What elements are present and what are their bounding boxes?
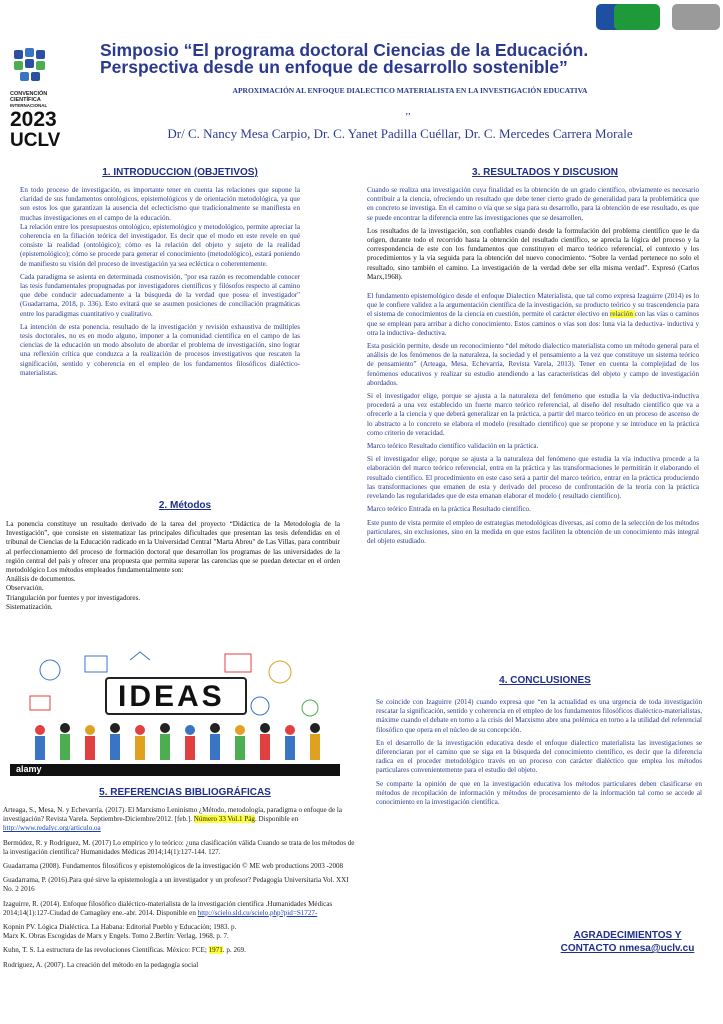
conclusions-paragraph: En el desarrollo de la investigación educativa desde el enfoque dialectico materialista las investigaciones se diferenciaran por el camino que se siga en la búsqueda del conocimiento científico, es decir que la diferencia radica en el proceder metodológico través en un proceso con carácter dialéctico que emplea los métodos particulares convenientemente para el estudio del objeto. [376,738,702,775]
poster-title-line1: Simposio “El programa doctoral Ciencias de la Educación. [100,40,589,60]
ideas-brand: alamy [16,764,42,774]
reference-item: Kuhn, T. S. La estructura de las revoluciones Científicas. México: FCE; 1971. p. 269. [3,946,246,955]
ideas-word: IDEAS [118,680,225,713]
results-body [367,186,699,550]
logo-line3: INTERNACIONAL [10,103,48,108]
intro-body [20,186,300,382]
acknowledgements [540,929,715,955]
methods-heading: 2. Métodos [158,500,212,511]
intro-heading: 1. INTRODUCCION (OBJETIVOS) [102,167,258,178]
header-tab-green [614,4,660,30]
logo-org: UCLV [10,130,61,151]
methods-body [6,520,340,612]
methods-list-item: Sistematización. [6,602,53,611]
logo-line2: CIENTÍFICA [10,97,41,103]
intro-paragraph: En todo proceso de investigación, es importante tener en cuenta las relaciones que supone la claridad de sus fundamentos ontológicos, epistemológicos y de orientación metodológica, ya que son estos los que garantizan la ausencia del eclecticismo que tradicionalmente se manifiesta en muchas investigaciones en el campo de la educación. [20,186,300,222]
ideas-illustration [10,648,340,776]
results-paragraph: El fundamento epistemológico desde el enfoque Dialectico Materialista, que tal como expresa Izaguirre (2014) es lo que le confiere validez a la argumentación científica de la investigación, su producto teórico y su trascendencia para el sistema de conocimientos de la ciencia en cuestión, permite el carácter electivo en relación con las vías o caminos que se emplean para arribar a dicho conocimiento. Estos caminos o vías son dos: luna via la deductiva- inductiva y otra la inductiva- deductiva. [367,292,699,337]
results-heading: 3. RESULTADOS Y DISCUSION [472,167,618,178]
convention-logo-mark [10,46,56,86]
header-tab-gray [672,4,720,30]
logo-line1: CONVENCIÓN [10,91,48,97]
ack-title: AGRADECIMIENTOS Y [573,930,682,941]
reference-item: Marx K. Obras Escogidas de Marx y Engels. Tomo 2.Berlín: Verlag, 1968. p. 7. [3,932,229,941]
results-paragraph: Esta posición permite, desde un reconocimiento “del método dialectico materialista como un método general para el análisis de los fenómenos de la naturaleza, la sociedad y el pensamiento a la vez que constituye un sistema teórico de pensamiento” (Arteaga, Mesa, Echevarría, Revista Varela, 2013). Tener en cuenta la complejidad de los fenómenos educativos y realizar su estudio atendiendo a las características del objeto y campo de investigación abordados. [367,342,699,387]
reference-item: Kopnin PV. Lógica Dialéctica. La Habana: Editorial Pueblo y Educación; 1983. p. [3,923,237,932]
intro-paragraph: La relación entre los presupuestos ontológico, epistemológico y metodológico, permite apreciar la coherencia en la filiación teórica del investigador. Es decir que el modo en este revele en qué consiste la realidad (ontológico); cómo es la relación del objeto y sujeto de la realidad (epistemológico); cómo se procede para generar el conocimiento (metodológico), estará poniendo de manifiesto su visión del proceso de investigación ya sea ecléctica o coherentemente. [20,222,300,268]
conclusions-paragraph: Se comparte la opinión de que en la investigación educativa los métodos particulares deben clasificarse en métodos de recopilación de información y métodos de procesamiento de la información tal como se accede al conocimiento en la investigación científica. [376,779,702,807]
reference-item: Izaguirre, R. (2014). Enfoque filosófico dialéctico-materialista de la investigación científica .Humanidades Médicas 2014;14(1):127-Ciudad de Camagüey ene.-abr. 2014. Disponible en http://scielo.sld.cu/scielo.php?pid=S1727- [3,899,333,917]
conclusions-heading: 4. CONCLUSIONES [499,675,591,686]
reference-item: Guadarrama, P. (2016).Para qué sirve la epistemología a un investigador y un profesor? Pedagogía Universitaria Vol. XXI No. 2 2016 [3,876,349,894]
results-flow: Marco teórico Resultado científico validación en la práctica. [367,442,539,451]
crowd-figures [35,723,320,760]
reference-item: Rodríguez, A. (2007). La creación del método en la pedagogía social [3,960,199,969]
poster-authors: Dr/ C. Nancy Mesa Carpio, Dr. C. Yanet Padilla Cuéllar, Dr. C. Mercedes Carrera Morale [167,126,633,141]
intro-paragraph: La intención de esta ponencia, resultado de la investigación y revisión exhaustiva de múltiples tesis doctorales, no es en modo alguno, imponer a la comunidad científica en el campo de las ciencias de la educación un modo absoluto de abordar el problema de investigación, sino lograr una reflexión crítica que conduzca a la realización de procesos investigativos que rescaten la significación, sentido y coherencia en el empleo de los fundamentos filosóficos dialéctico-materialistas. [20,322,300,377]
references-list [3,806,358,975]
methods-list-item: Triangulación por fuentes y por investigadores. [6,593,141,602]
reference-item: Bermúdez, R. y Rodríguez, M. (2017) Lo empírico y lo teórico: ¿una clasificación válida Cuando se trata de los métodos de la investigación científica? Humanidades Médicas 2014;14(1):127-144. 127. [3,838,355,856]
results-paragraph: Los resultados de la investigación, son confiables cuando desde la formulación del problema científico que le da origen, durante todo el recorrido hasta la obtención del resultado científico, se aprecia la lógica del proceso y la correspondencia de este con los fundamentos que constituyen el marco teórico referencial, el contexto y los procedimientos y la vía seguida para la obtención del nuevo conocimiento. “Sobre la verdad pertenece no solo el resultado, sino también el camino. La investigación de la verdad debe ser ella misma verdad”. Expresó (Carlos Marx,1968). [367,226,699,281]
conclusions-paragraph: Se coincide con Izaguirre (2014) cuando expresa que “en la actualidad es una urgencia de toda investigación rescatar la significación, sentido y coherencia en el empleo de los fundamentos filosóficos dialéctico-materialistas, máxime cuando el debate en torno a la crisis del Marxismo abre una polémica en torno a la utilidad del referencial filosófico que opera en el núcleo de su concepción. [376,698,702,734]
reference-link[interactable]: http://scielo.sld.cu/scielo.php?pid=S1727- [197,908,318,917]
contact-email[interactable]: CONTACTO nmesa@uclv.cu [560,943,695,954]
results-flow: Marco teórico Entrada en la práctica Resultado científico. [367,505,531,514]
reference-link[interactable]: http://www.redalyc.org/articulo.oa [3,824,101,833]
results-paragraph: Si el investigador elige, porque se ajusta a la naturaleza del fenómeno que estudia la vía deductiva-inductiva procederá a una vez establecido un fuerte marco teórico referencial, al diseño del resultado científico que va a ofrecerle a la ciencia y que deberá generalizar en la práctica, a partir del marco teórico en un proceso de ascenso de lo abstracto a lo concreto se elabora el modelo (resultado científico) que se propone y se introduce en la práctica como criterio de veracidad. [367,392,699,437]
poster-title [100,42,690,76]
reference-item: Arteaga, S., Mesa, N. y Echevarría. (2017). El Marxismo Leninismo ¿Método, metodología, paradigma o enfoque de la investigación? Revista Varela. Septiembre-Diciembre/2012. [feb.]. Número 33 Vol.1 Pág. Disponible en http://www.redalyc.org/articulo.oa [3,806,343,833]
results-paragraph: Este punto de vista permite el empleo de estrategias metodológicas diversas, así como de la selección de los métodos particulares, sin exclusiones, sino en la medida en que estos faciliten la obtención de un conocimiento más integral del objeto estudiado. [367,518,699,545]
poster-subtitle: APROXIMACIÓN AL ENFOQUE DIALECTICO MATERIALISTA EN LA INVESTIGACIÓN EDUCATIVA [232,86,588,95]
logo-year: 2023 [10,108,57,131]
conclusions-body [376,698,702,811]
methods-list-item: Análisis de documentos. [6,575,76,584]
results-paragraph: Si el investigador elige, porque se ajusta a la naturaleza del fenómeno que estudia la vía inductiva procede a la elaboración del marco teórico referencial, entra en la práctica y las transformaciones le permitirán ir elaborando el resultado científico. El procedimiento en este caso será a partir del marco teórico, entrar en la práctica produciendo las transformaciones que emanen de esta y derivado del proceso de confrontación de la teoría con la práctica revelando las regularidades que de esta emanan elaborar el modelo ( resultado científico). [367,455,699,501]
quote-mark: ’’ [405,112,411,123]
poster-title-line2: Perspectiva desde un enfoque de desarrollo sostenible” [100,57,568,77]
intro-paragraph: Cada paradigma se asienta en determinada cosmovisión, "por esa razón es recomendable conocer las tesis fundamentales propugnadas por investigadores científicos y filósofos respecto al camino que debe conducir adecuadamente a la búsqueda de la verdad que posea el investigador"(Guadarrama, 2018, p. 336). Esto evitará que se asumen posiciones de conciliación pragmáticas entre los paradigmas cuantitativo y cualitativo. [20,272,300,318]
methods-paragraph: La ponencia constituye un resultado derivado de la tarea del proyecto “Didáctica de la Metodología de la Investigación”, que consiste en sistematizar las principales dificultades que presentan las tesis defendidas en el tribunal de Ciencias de la Educación radicado en la Universidad Central "Marta Abreu" de Las Villas, para contribuir al perfeccionamiento del proceso de formación doctoral que desarrollan los programas de las universidades de la región central del país y ofrecer una propuesta que permita superar las carencias que se puedan detectar en el orden metodológico Los métodos empleados fundamentalmente son: [6,520,340,575]
results-paragraph: Cuando se realiza una investigación cuya finalidad es la obtención de un grado científico, obviamente es necesario contribuir a la ciencia, ofreciendo un resultado que debe tener cierto grado de generalidad para la problemática que en concreto se investiga. En el camino o vía que se siga para su desarrollo, para la obtención de ese resultado, es que se puede encontrar la diferencia entre las investigaciones que se desarrollen, [367,186,699,222]
convention-logo [10,46,61,156]
references-heading: 5. REFERENCIAS BIBLIOGRÁFICAS [99,787,271,798]
reference-item: Guadarrama (2008). Fundamentos filosóficos y epistemológicos de la investigación © ME web productions 2003 -2008 [3,862,344,871]
methods-list-item: Observación. [6,584,44,593]
